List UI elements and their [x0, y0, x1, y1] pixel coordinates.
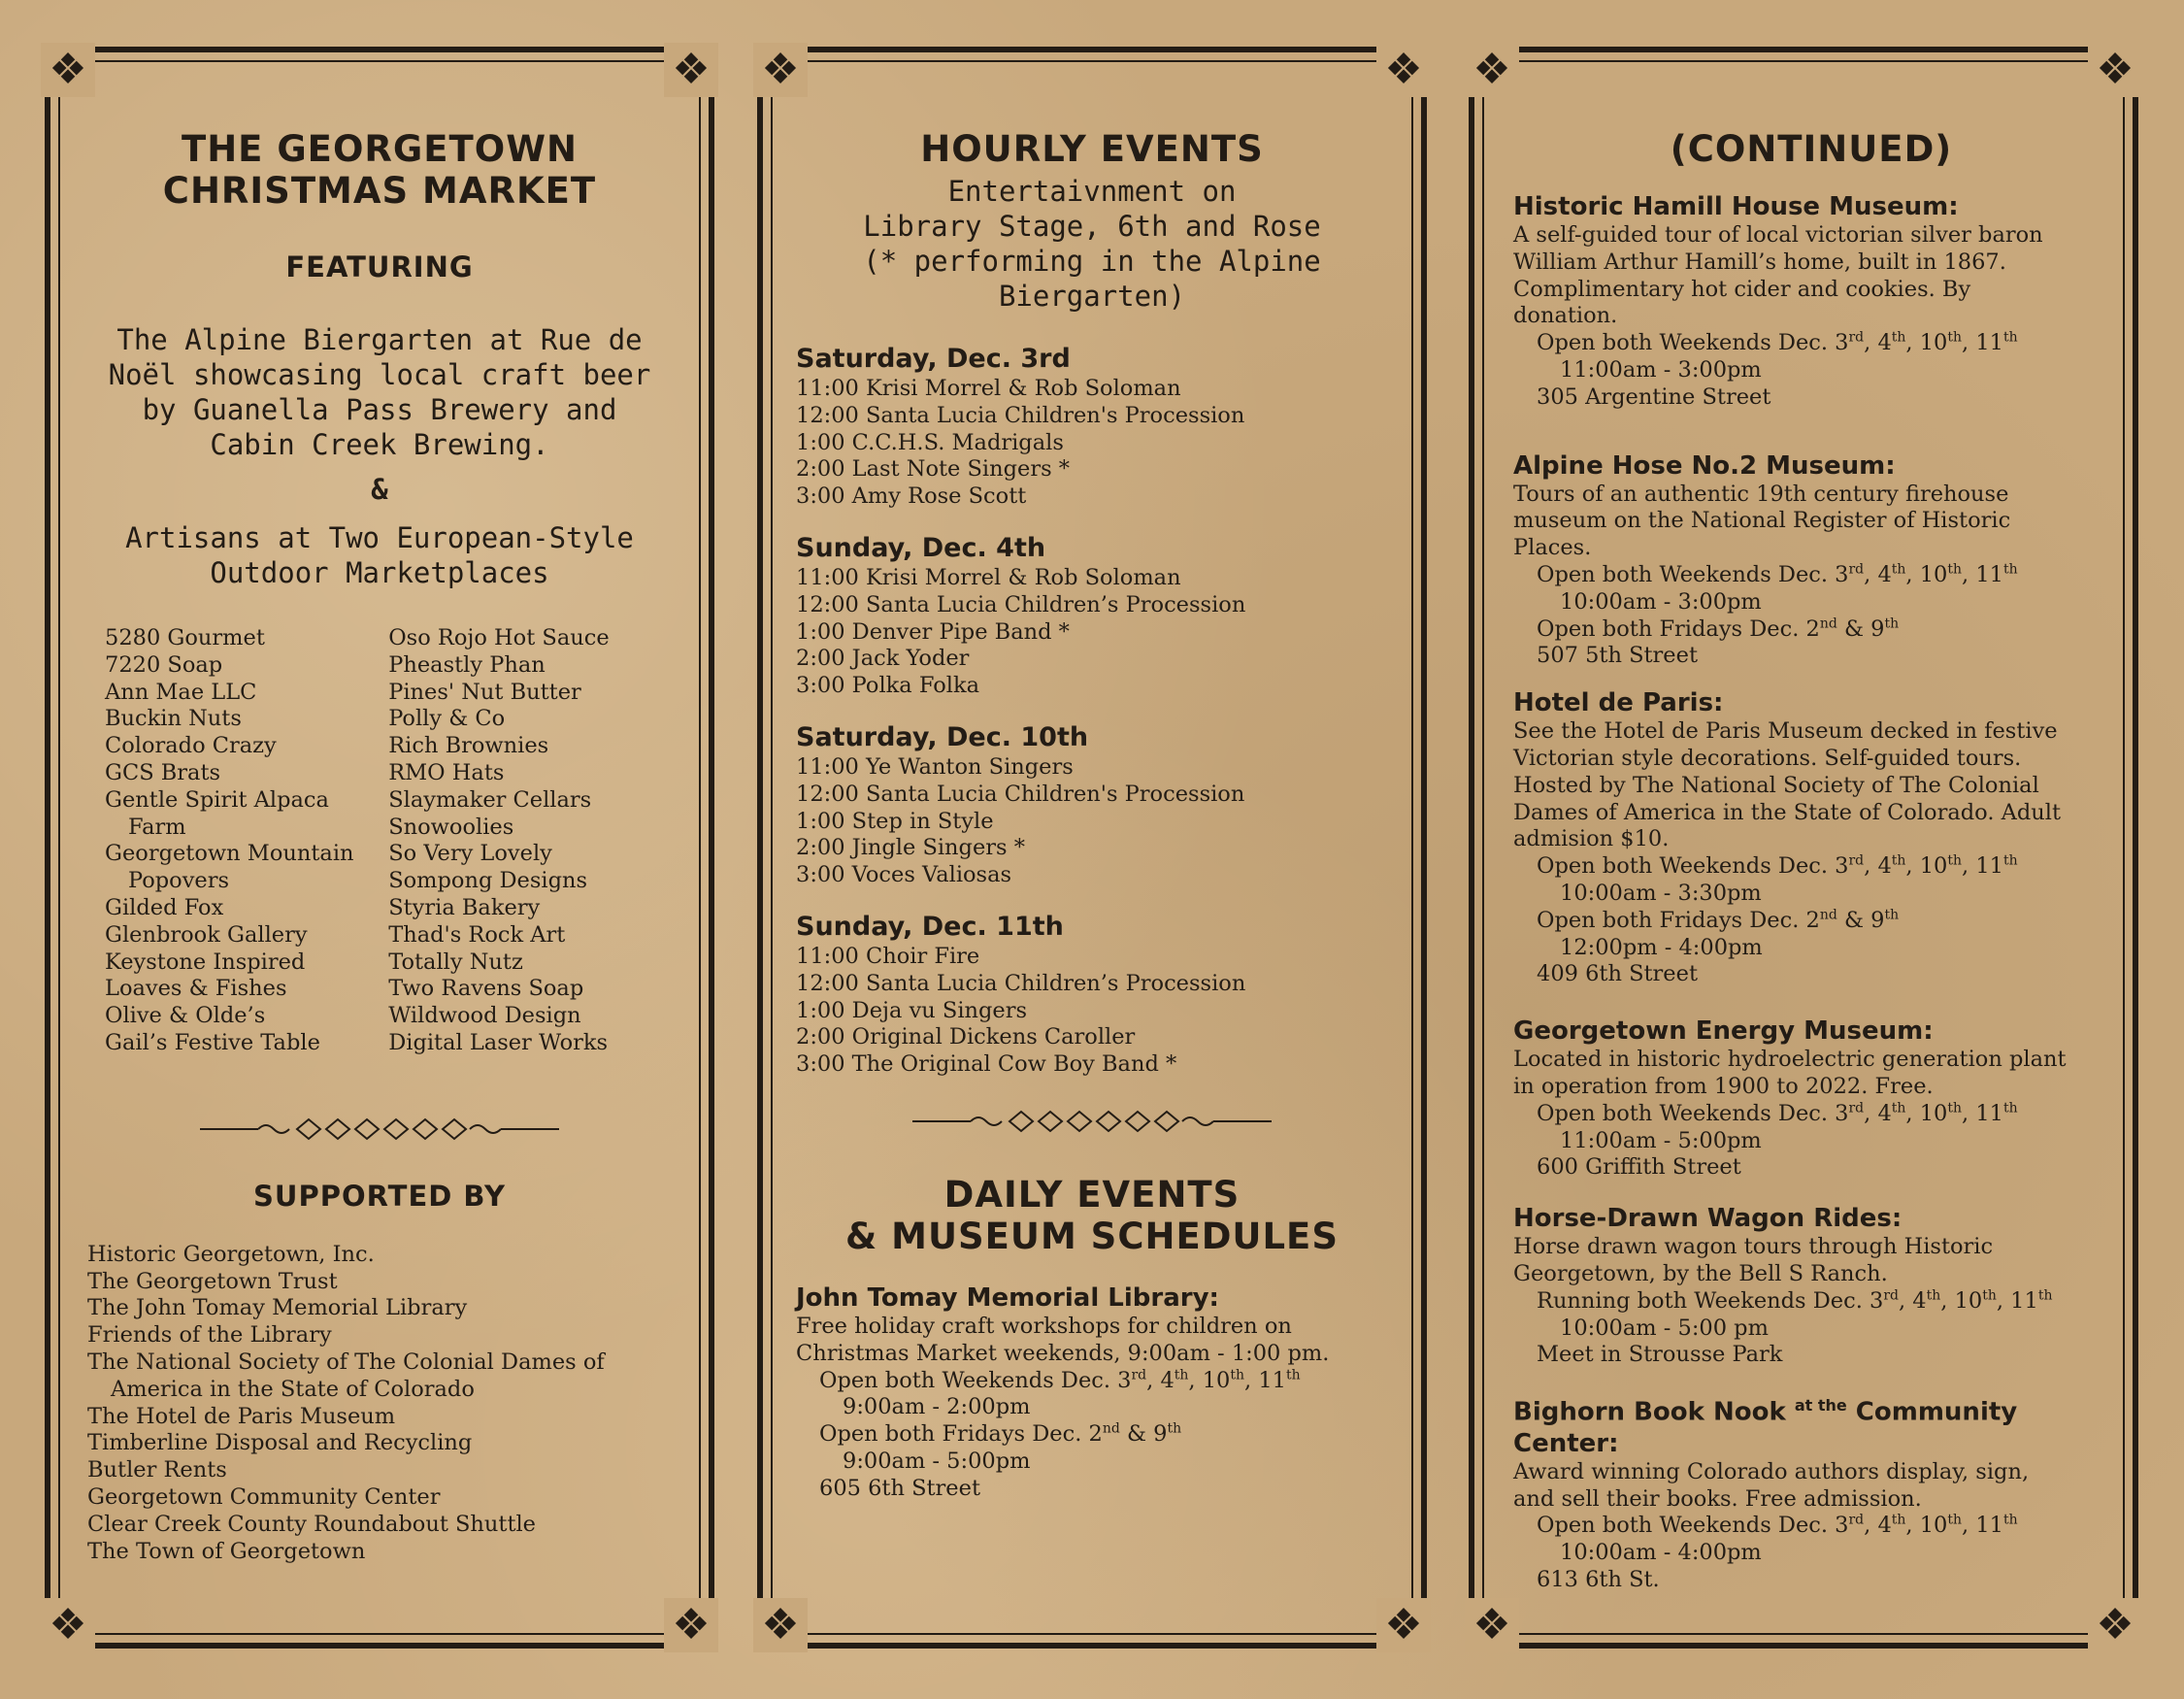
desc-line: Horse drawn wagon tours through Historic [1513, 1234, 1994, 1260]
vendor-item: RMO Hats [388, 759, 505, 785]
event-item: 1:00 Denver Pipe Band * [796, 618, 1070, 645]
weekend-dates: Open both Weekends Dec. 3rd, 4th, 10th, 11th [1537, 852, 2018, 880]
vendor-item: Gilded Fox [105, 894, 224, 920]
vendor-column-left [105, 625, 363, 1057]
vendor-item: Slaymaker Cellars [388, 786, 592, 813]
corner-flourish-icon: ❖ [41, 43, 95, 97]
intro-line: by Guanella Pass Brewery and [142, 393, 617, 426]
desc-line: Victorian style decorations. Self-guided tours. [1513, 745, 2022, 771]
title-line: DAILY EVENTS [943, 1173, 1241, 1216]
supporter-list [83, 1242, 676, 1566]
vendor-item: Wildwood Design [388, 1003, 581, 1029]
address: 409 6th Street [1537, 961, 1698, 987]
supporter-item: Historic Georgetown, Inc. [87, 1241, 375, 1267]
title-line: & MUSEUM SCHEDULES [845, 1215, 1339, 1257]
corner-flourish-icon: ❖ [664, 1598, 718, 1652]
panel-hourly-events [757, 47, 1427, 1649]
meeting-place: Meet in Strousse Park [1537, 1342, 1783, 1368]
vendor-item: Styria Bakery [388, 894, 541, 920]
event-item: 3:00 The Original Cow Boy Band * [796, 1051, 1177, 1078]
event-item: 11:00 Ye Wanton Singers [796, 753, 1074, 780]
subtitle-line: Biergarten) [998, 280, 1186, 313]
vendor-item: So Very Lovely [388, 841, 552, 867]
hours-line: 9:00am - 5:00pm [843, 1448, 1031, 1474]
desc-line: See the Hotel de Paris Museum decked in festive [1513, 718, 2058, 745]
event-item: 1:00 C.C.H.S. Madrigals [796, 429, 1064, 455]
day-schedule [796, 343, 1388, 511]
desc-line: Complimentary hot cider and cookies. By [1513, 276, 1971, 302]
hours-line: 10:00am - 3:00pm [1560, 588, 1762, 615]
desc-line: Christmas Market weekends, 9:00am - 1:00 pm. [796, 1340, 1330, 1366]
corner-flourish-icon: ❖ [41, 1598, 95, 1652]
title-line: CHRISTMAS MARKET [162, 170, 597, 212]
event-item: 12:00 Santa Lucia Children’s Procession [796, 970, 1246, 996]
hours-line: 11:00am - 5:00pm [1560, 1127, 1762, 1153]
desc-line: Dames of America in the State of Colorado. Adult [1513, 799, 2062, 825]
day-heading: Saturday, Dec. 3rd [796, 344, 1071, 374]
weekend-dates: Open both Weekends Dec. 3rd, 4th, 10th, 11th [1537, 1512, 2018, 1539]
vendor-item: Two Ravens Soap [388, 976, 584, 1002]
subtitle-line: (* performing in the Alpine [863, 245, 1321, 278]
event-item: 11:00 Krisi Morrel & Rob Soloman [796, 376, 1181, 401]
scroll-divider-icon [796, 1108, 1388, 1135]
day-schedule [796, 532, 1388, 700]
library-details [796, 1314, 1388, 1503]
day-schedule [796, 911, 1388, 1079]
hours-line: 12:00pm - 4:00pm [1560, 934, 1763, 960]
vendor-item: Thad's Rock Art [388, 921, 566, 948]
event-item: 12:00 Santa Lucia Children's Procession [796, 781, 1245, 807]
event-item: 2:00 Jingle Singers * [796, 835, 1025, 861]
event-item: 3:00 Voces Valiosas [796, 862, 1012, 888]
corner-flourish-icon: ❖ [1465, 43, 1519, 97]
paris-heading: Hotel de Paris: [1513, 688, 1724, 718]
event-item: 12:00 Santa Lucia Children's Procession [796, 402, 1245, 428]
book-nook-details [1513, 1459, 2109, 1594]
vendor-item: Ann Mae LLC [105, 679, 257, 705]
corner-flourish-icon: ❖ [1376, 1598, 1431, 1652]
vendor-column-right [388, 625, 676, 1057]
friday-dates: Open both Fridays Dec. 2nd & 9th [1537, 616, 1900, 642]
paris-details [1513, 718, 2109, 988]
vendor-item: Totally Nutz [388, 949, 523, 975]
wagon-heading: Horse-Drawn Wagon Rides: [1513, 1204, 1903, 1234]
address: 605 6th Street [819, 1475, 980, 1501]
hose-heading: Alpine Hose No.2 Museum: [1513, 450, 1896, 481]
hours-line: 9:00am - 2:00pm [843, 1394, 1031, 1420]
event-item: 2:00 Last Note Singers * [796, 456, 1071, 483]
market-title [83, 128, 676, 212]
panel-museum-schedules [1469, 47, 2138, 1649]
desc-line: Hosted by The National Society of The Colonial [1513, 772, 2039, 798]
event-item: 1:00 Deja vu Singers [796, 997, 1028, 1023]
hose-details [1513, 482, 2109, 671]
event-item: 2:00 Original Dickens Caroller [796, 1024, 1136, 1050]
event-item: 3:00 Amy Rose Scott [796, 483, 1027, 510]
hours-line: 11:00am - 3:00pm [1560, 356, 1762, 383]
energy-details [1513, 1047, 2109, 1182]
desc-line: and sell their books. Free admission. [1513, 1485, 1922, 1512]
corner-flourish-icon: ❖ [2088, 43, 2142, 97]
supporter-item: The Georgetown Trust [87, 1268, 338, 1294]
friday-dates: Open both Fridays Dec. 2nd & 9th [1537, 907, 1900, 933]
vendor-item: GCS Brats [105, 759, 221, 785]
vendor-item: Pheastly Phan [388, 651, 546, 678]
vendor-item: Oso Rojo Hot Sauce [388, 625, 610, 650]
hamill-details [1513, 222, 2109, 412]
intro-text [83, 322, 676, 462]
intro-line: Noël showcasing local craft beer [108, 358, 651, 391]
event-item: 12:00 Santa Lucia Children’s Procession [796, 591, 1246, 617]
desc-line: museum on the National Register of Historic [1513, 508, 2011, 534]
address: 613 6th St. [1537, 1566, 1660, 1592]
artisans-line: Artisans at Two European-Style [125, 521, 634, 554]
corner-flourish-icon: ❖ [1465, 1598, 1519, 1652]
weekend-dates: Open both Weekends Dec. 3rd, 4th, 10th, 11th [819, 1367, 1301, 1393]
weekend-dates: Open both Weekends Dec. 3rd, 4th, 10th, 11th [1537, 329, 2018, 356]
featuring-heading: FEATURING [285, 250, 474, 283]
desc-line: Award winning Colorado authors display, sign, [1513, 1458, 2030, 1484]
continued-title: (CONTINUED) [1670, 128, 1953, 170]
desc-line: Places. [1513, 535, 1592, 561]
vendor-list [83, 625, 676, 1057]
supporter-item: America in the State of Colorado [111, 1376, 475, 1402]
vendor-item: Georgetown Mountain [105, 841, 354, 867]
intro-line: Cabin Creek Brewing. [210, 428, 549, 461]
subtitle-line: Entertaivnment on [947, 175, 1237, 208]
daily-events-title [796, 1174, 1388, 1257]
desc-line: Located in historic hydroelectric generation plant [1513, 1047, 2067, 1073]
panel-market [45, 47, 714, 1649]
vendor-item: Rich Brownies [388, 733, 549, 759]
supporter-item: Georgetown Community Center [87, 1483, 441, 1510]
vendor-item: 5280 Gourmet [105, 625, 265, 650]
friday-dates: Open both Fridays Dec. 2nd & 9th [819, 1420, 1182, 1448]
supporter-item: Friends of the Library [87, 1322, 332, 1349]
event-item: 11:00 Krisi Morrel & Rob Soloman [796, 564, 1181, 590]
supporter-item: Clear Creek County Roundabout Shuttle [87, 1511, 536, 1537]
weekend-dates: Running both Weekends Dec. 3rd, 4th, 10th, 11th [1537, 1287, 2053, 1314]
wagon-details [1513, 1234, 2109, 1369]
desc-line: A self-guided tour of local victorian silver baron [1513, 222, 2043, 248]
desc-line: admision $10. [1513, 826, 1670, 852]
vendor-item: Polly & Co [388, 706, 506, 732]
subtitle-line: Library Stage, 6th and Rose [863, 210, 1321, 243]
scroll-divider-icon [83, 1116, 676, 1143]
desc-line: Free holiday craft workshops for children on [796, 1313, 1292, 1339]
event-item: 2:00 Jack Yoder [796, 646, 970, 672]
desc-line: in operation from 1900 to 2022. Free. [1513, 1073, 1934, 1099]
hamill-heading: Historic Hamill House Museum: [1513, 192, 1959, 221]
vendor-item: Loaves & Fishes [105, 976, 287, 1002]
corner-flourish-icon: ❖ [664, 43, 718, 97]
address: 600 Griffith Street [1537, 1154, 1741, 1181]
supporter-item: The John Tomay Memorial Library [87, 1295, 468, 1321]
vendor-item: Farm [128, 814, 186, 840]
vendor-item: Gail’s Festive Table [105, 1029, 320, 1055]
event-item: 3:00 Polka Folka [796, 673, 980, 699]
corner-flourish-icon: ❖ [2088, 1598, 2142, 1652]
supporter-item: The Town of Georgetown [87, 1538, 366, 1564]
day-heading: Sunday, Dec. 4th [796, 532, 1046, 563]
vendor-item: Pines' Nut Butter [388, 679, 581, 705]
hourly-subtitle [796, 174, 1388, 314]
vendor-item: Sompong Designs [388, 868, 588, 894]
vendor-item: Digital Laser Works [388, 1029, 609, 1055]
hours-line: 10:00am - 5:00 pm [1560, 1315, 1769, 1341]
vendor-item: Snowoolies [388, 814, 514, 840]
supporter-item: Butler Rents [87, 1457, 227, 1483]
book-nook-heading: Bighorn Book Nook $^{at the}$ Community Center: [1513, 1396, 2018, 1458]
desc-line: Tours of an authentic 19th century firehouse [1513, 481, 2009, 507]
day-heading: Sunday, Dec. 11th [796, 911, 1064, 942]
desc-line: donation. [1513, 303, 1618, 329]
address: 507 5th Street [1537, 643, 1698, 669]
vendor-item: Olive & Olde’s [105, 1003, 266, 1029]
vendor-item: Keystone Inspired [105, 949, 306, 975]
intro-line: The Alpine Biergarten at Rue de [116, 323, 643, 356]
library-heading: John Tomay Memorial Library: [796, 1283, 1219, 1313]
corner-flourish-icon: ❖ [753, 43, 808, 97]
corner-flourish-icon: ❖ [753, 1598, 808, 1652]
vendor-item: Glenbrook Gallery [105, 921, 308, 948]
vendor-item: Buckin Nuts [105, 706, 242, 732]
supporter-item: Timberline Disposal and Recycling [87, 1430, 473, 1456]
weekend-dates: Open both Weekends Dec. 3rd, 4th, 10th, 11th [1537, 1100, 2018, 1126]
weekend-dates: Open both Weekends Dec. 3rd, 4th, 10th, 11th [1537, 561, 2018, 587]
desc-line: Georgetown, by the Bell S Ranch. [1513, 1260, 1888, 1286]
artisans-line: Outdoor Marketplaces [210, 556, 549, 589]
hours-line: 10:00am - 3:30pm [1560, 880, 1762, 906]
event-item: 11:00 Choir Fire [796, 943, 980, 969]
corner-flourish-icon: ❖ [1376, 43, 1431, 97]
hourly-events-title: HOURLY EVENTS [920, 128, 1264, 170]
ampersand: & [371, 473, 388, 506]
supporter-item: The Hotel de Paris Museum [87, 1403, 396, 1429]
day-heading: Saturday, Dec. 10th [796, 721, 1089, 752]
vendor-item: Gentle Spirit Alpaca [105, 786, 329, 813]
supporter-item: The National Society of The Colonial Dames of [87, 1349, 605, 1375]
energy-heading: Georgetown Energy Museum: [1513, 1016, 1934, 1047]
artisans-text [83, 520, 676, 590]
address: 305 Argentine Street [1537, 383, 1771, 410]
hours-line: 10:00am - 4:00pm [1560, 1540, 1762, 1566]
title-line: THE GEORGETOWN [181, 128, 579, 170]
event-item: 1:00 Step in Style [796, 808, 994, 834]
vendor-item: Colorado Crazy [105, 733, 277, 759]
vendor-item: Popovers [128, 868, 230, 894]
desc-line: William Arthur Hamill’s home, built in 1867. [1513, 249, 2006, 275]
vendor-item: 7220 Soap [105, 651, 223, 678]
day-schedule [796, 721, 1388, 889]
supported-by-heading: SUPPORTED BY [253, 1179, 506, 1213]
